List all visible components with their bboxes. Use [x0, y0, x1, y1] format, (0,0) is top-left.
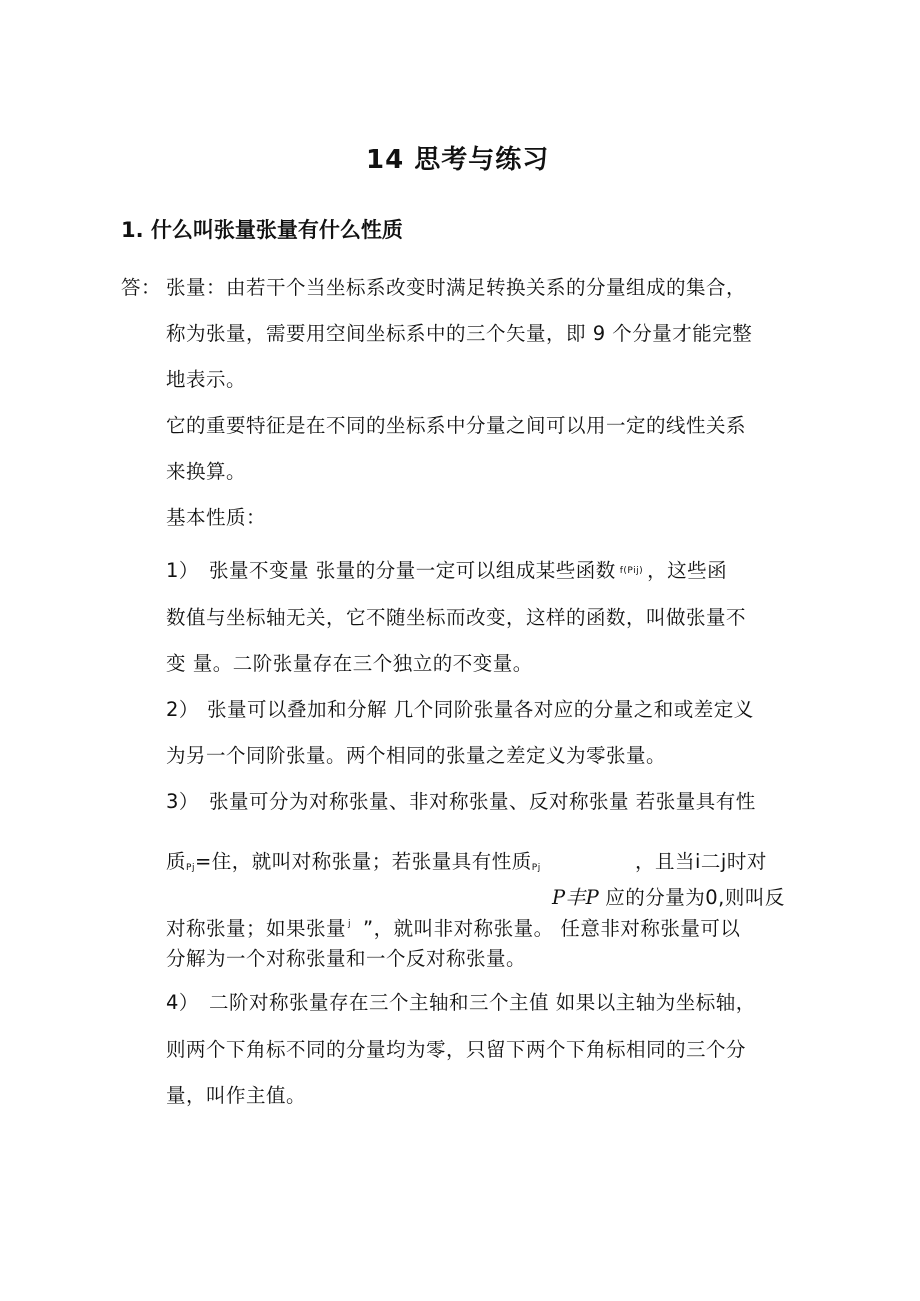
property-1-tail: ，这些函	[647, 559, 728, 582]
page-title: 14 思考与练习	[366, 145, 550, 175]
property-1-line: 变 量。二阶张量存在三个独立的不变量。	[166, 652, 533, 675]
answer-line: 地表示。	[166, 368, 247, 391]
property-2-line: 为另一个同阶张量。两个相同的张量之差定义为零张量。	[166, 744, 667, 767]
answer-line: 它的重要特征是在不同的坐标系中分量之间可以用一定的线性关系	[166, 414, 747, 437]
text-run: 应的分量为0,则叫反	[605, 886, 785, 909]
answer-line: 来换算。	[166, 460, 247, 483]
math-expression: P丰P	[552, 886, 600, 909]
text-run: 对称张量；如果张量	[166, 917, 347, 940]
answer-line: 称为张量，需要用空间坐标系中的三个矢量，即 9 个分量才能完整	[166, 322, 753, 345]
property-1-line	[209, 555, 727, 583]
property-1-head: 张量不变量 张量的分量一定可以组成某些函数	[209, 559, 616, 582]
property-4-line: 量，叫作主值。	[166, 1084, 307, 1107]
property-4-line: 二阶对称张量存在三个主轴和三个主值 如果以主轴为坐标轴，	[209, 991, 756, 1014]
property-3-line	[552, 882, 785, 910]
question-heading: 1. 什么叫张量张量有什么性质	[121, 218, 403, 242]
text-run: =住，就叫对称张量；若张量具有性质	[194, 850, 532, 873]
text-run: ”，就叫非对称张量。 任意非对称张量可以	[363, 917, 741, 940]
property-2-line: 张量可以叠加和分解 几个同阶张量各对应的分量之和或差定义	[207, 698, 754, 721]
subscript-notation: Pj	[531, 863, 541, 873]
function-notation: f(Pij)	[619, 566, 644, 576]
property-3-line	[166, 913, 740, 941]
answer-label: 答：	[121, 276, 162, 299]
property-3-line: 张量可分为对称张量、非对称张量、反对称张量 若张量具有性	[209, 790, 756, 813]
answer-line: 张量：由若干个当坐标系改变时满足转换关系的分量组成的集合，	[166, 276, 747, 299]
property-3-line: 分解为一个对称张量和一个反对称张量。	[166, 947, 527, 970]
subscript-notation: Pj	[186, 863, 195, 873]
basic-properties-label: 基本性质：	[166, 506, 267, 529]
property-2-number: 2）	[166, 698, 199, 721]
text-run: 质	[166, 850, 187, 873]
property-3-number: 3）	[166, 790, 199, 813]
property-1-number: 1）	[166, 559, 199, 582]
superscript-notation: j	[348, 919, 352, 929]
property-3-line: ，且当i二j时对	[635, 850, 767, 873]
property-4-line: 则两个下角标不同的分量均为零，只留下两个下角标相同的三个分	[166, 1038, 747, 1061]
property-4-number: 4）	[166, 991, 199, 1014]
property-1-line: 数值与坐标轴无关，它不随坐标而改变，这样的函数，叫做张量不	[166, 606, 747, 629]
property-3-line	[166, 846, 541, 874]
